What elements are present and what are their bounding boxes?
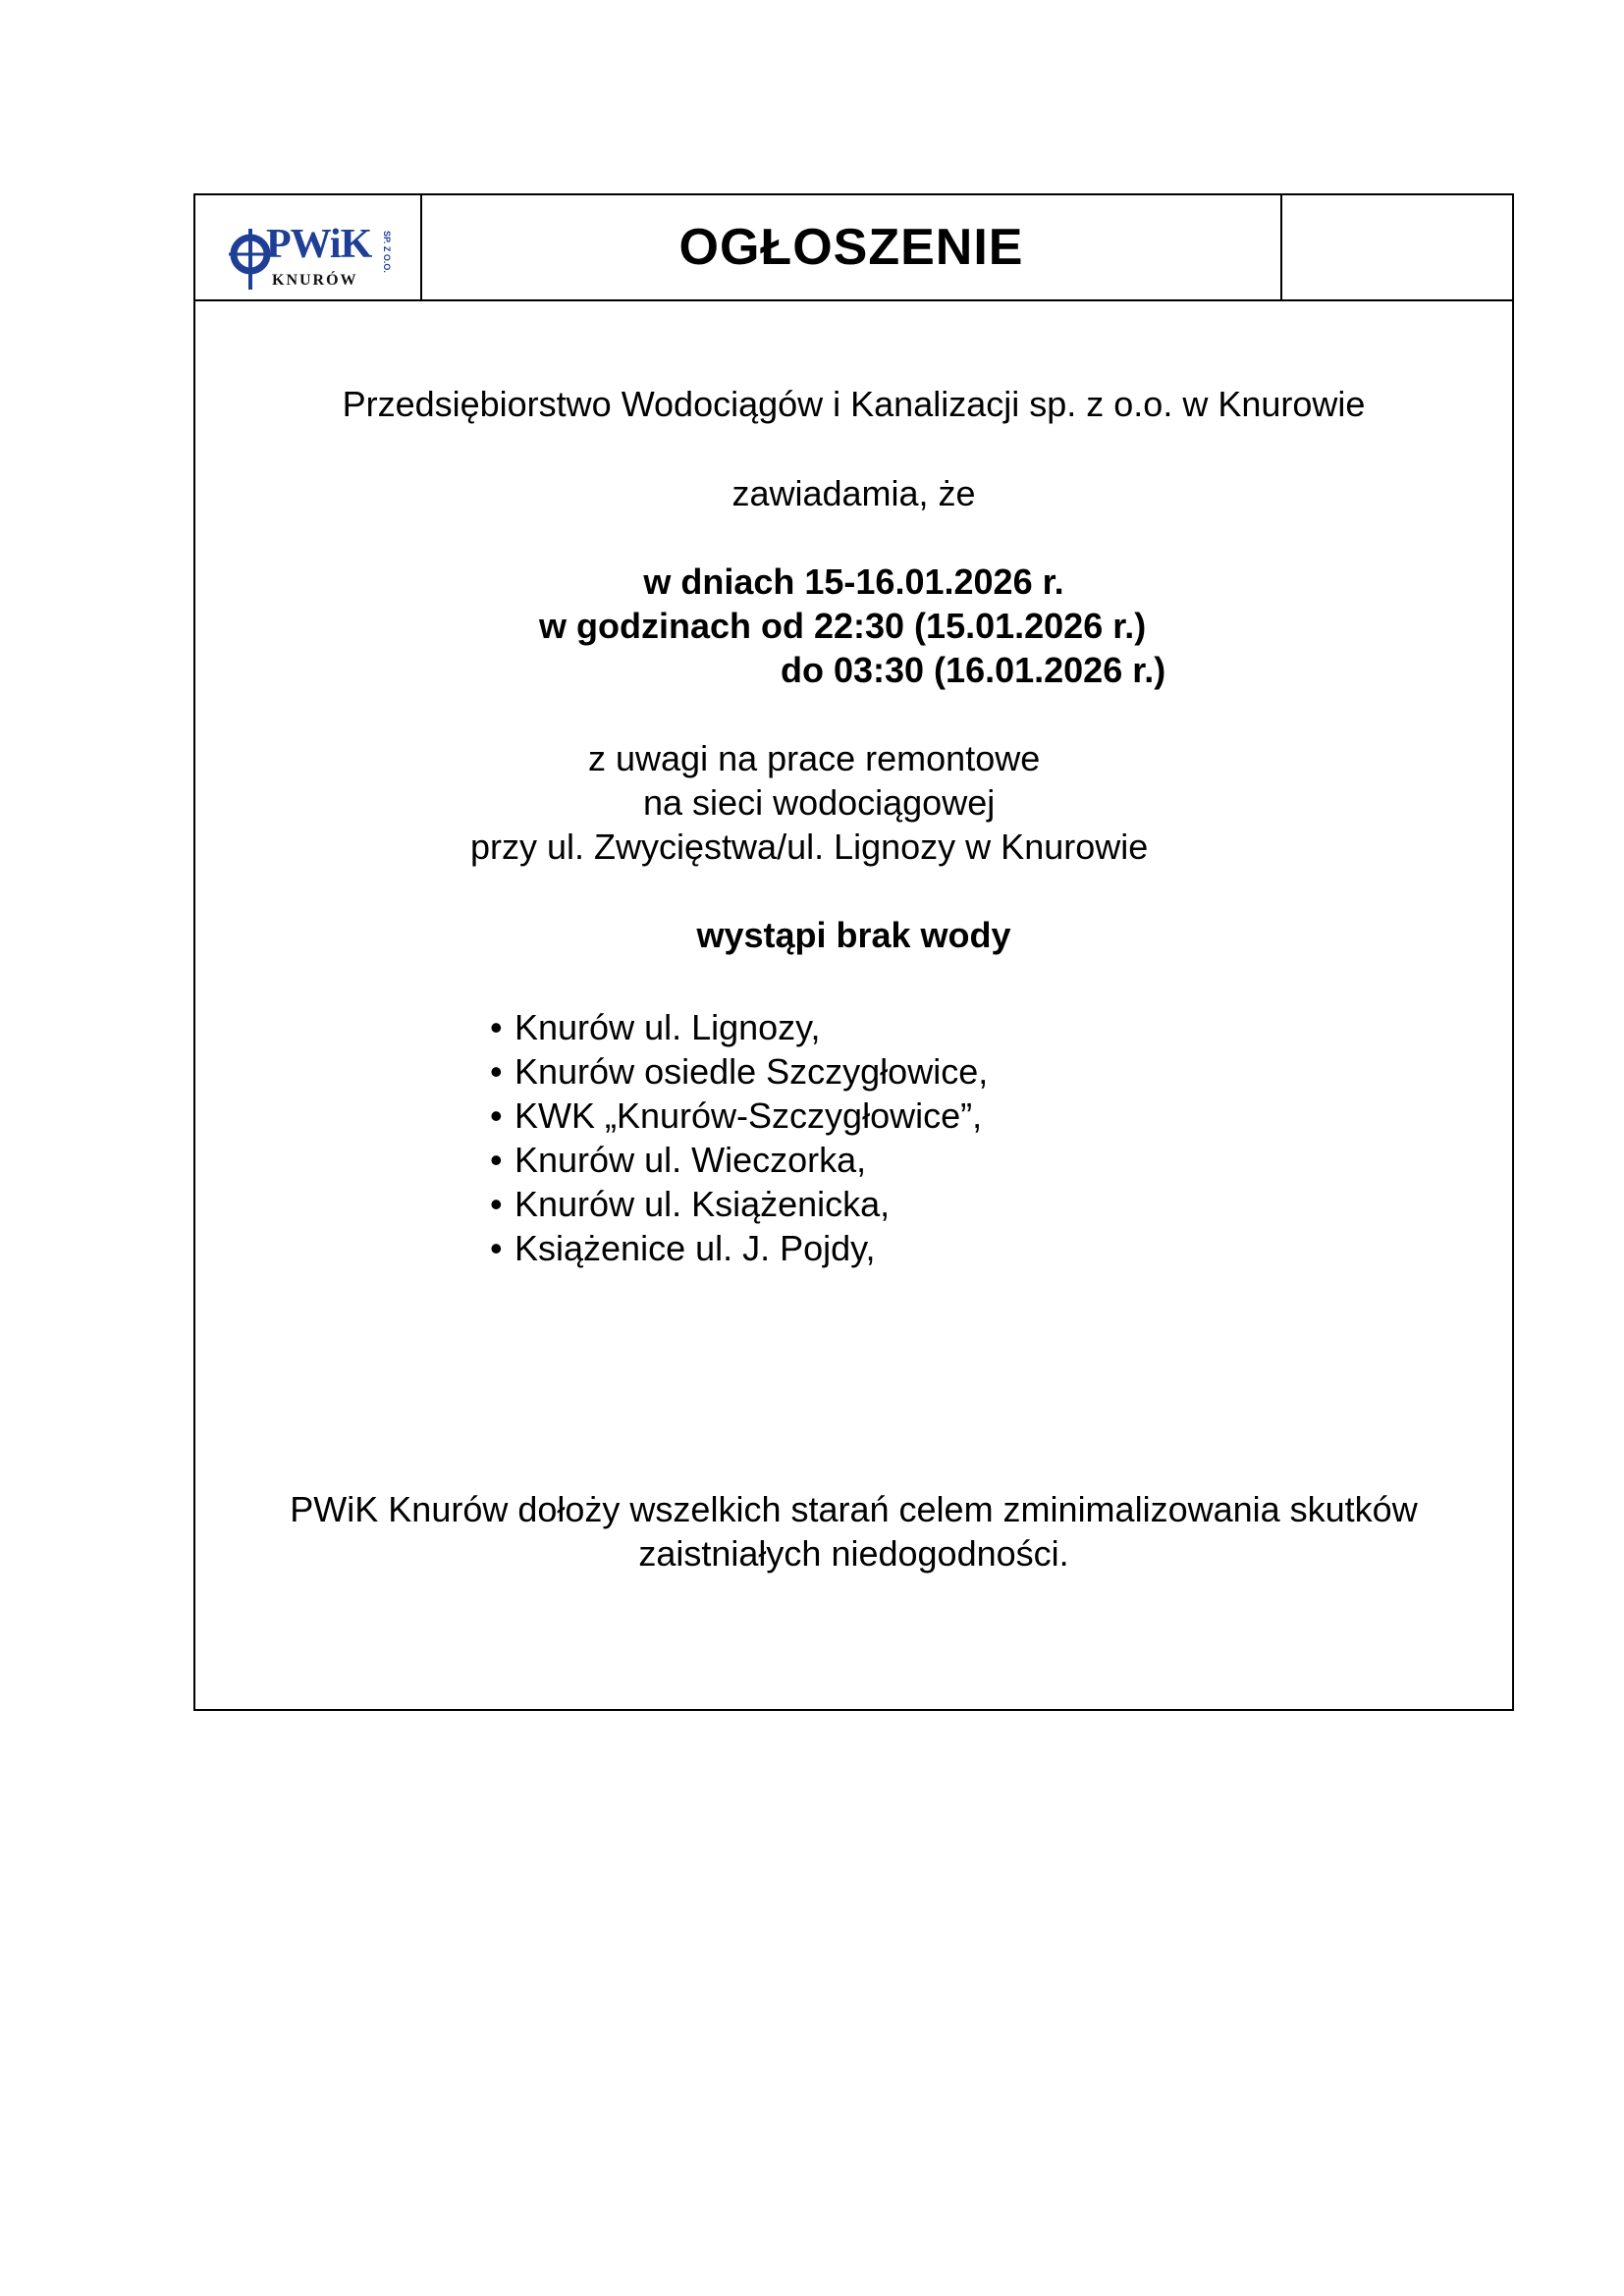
reason-line-2: na sieci wodociągowej	[643, 782, 996, 823]
dates-line-1: w dniach 15-16.01.2026 r.	[643, 561, 1064, 602]
dates-line-3: do 03:30 (16.01.2026 r.)	[781, 650, 1166, 690]
logo-cell	[195, 195, 422, 299]
locations-list	[490, 1005, 988, 1270]
dates-line-2: w godzinach od 22:30 (15.01.2026 r.)	[539, 606, 1147, 646]
list-item: • KWK „Knurów-Szczygłowice”,	[490, 1095, 983, 1136]
page-title: OGŁOSZENIE	[678, 219, 1024, 276]
header-row	[195, 195, 1512, 301]
logo-side-text: SP. Z O.O.	[382, 231, 392, 273]
announcement-frame	[193, 193, 1514, 1711]
title-cell	[422, 195, 1282, 299]
outage-line: wystąpi brak wody	[696, 915, 1011, 955]
list-item: • Knurów ul. Lignozy,	[490, 1007, 821, 1047]
logo-sub-text: KNURÓW	[272, 272, 358, 289]
reason-line-3: przy ul. Zwycięstwa/ul. Lignozy w Knurowie	[470, 827, 1149, 867]
closing-line-2: zaistniałych niedogodności.	[638, 1533, 1069, 1574]
list-item: • Knurów osiedle Szczygłowice,	[490, 1051, 989, 1092]
closing-line-1: PWiK Knurów dołoży wszelkich starań celem zminimalizowania skutków	[290, 1489, 1418, 1529]
empty-cell	[1282, 195, 1514, 299]
reason-line-1: z uwagi na prace remontowe	[588, 738, 1041, 778]
list-item: • Knurów ul. Książenicka,	[490, 1184, 891, 1224]
list-item: • Knurów ul. Wieczorka,	[490, 1140, 867, 1180]
list-item: • Książenice ul. J. Pojdy,	[490, 1228, 876, 1268]
company-line: Przedsiębiorstwo Wodociągów i Kanalizacji sp. z o.o. w Knurowie	[342, 384, 1366, 424]
logo-main-text: PWiK	[266, 222, 372, 267]
notifies-line: zawiadamia, że	[731, 473, 976, 513]
